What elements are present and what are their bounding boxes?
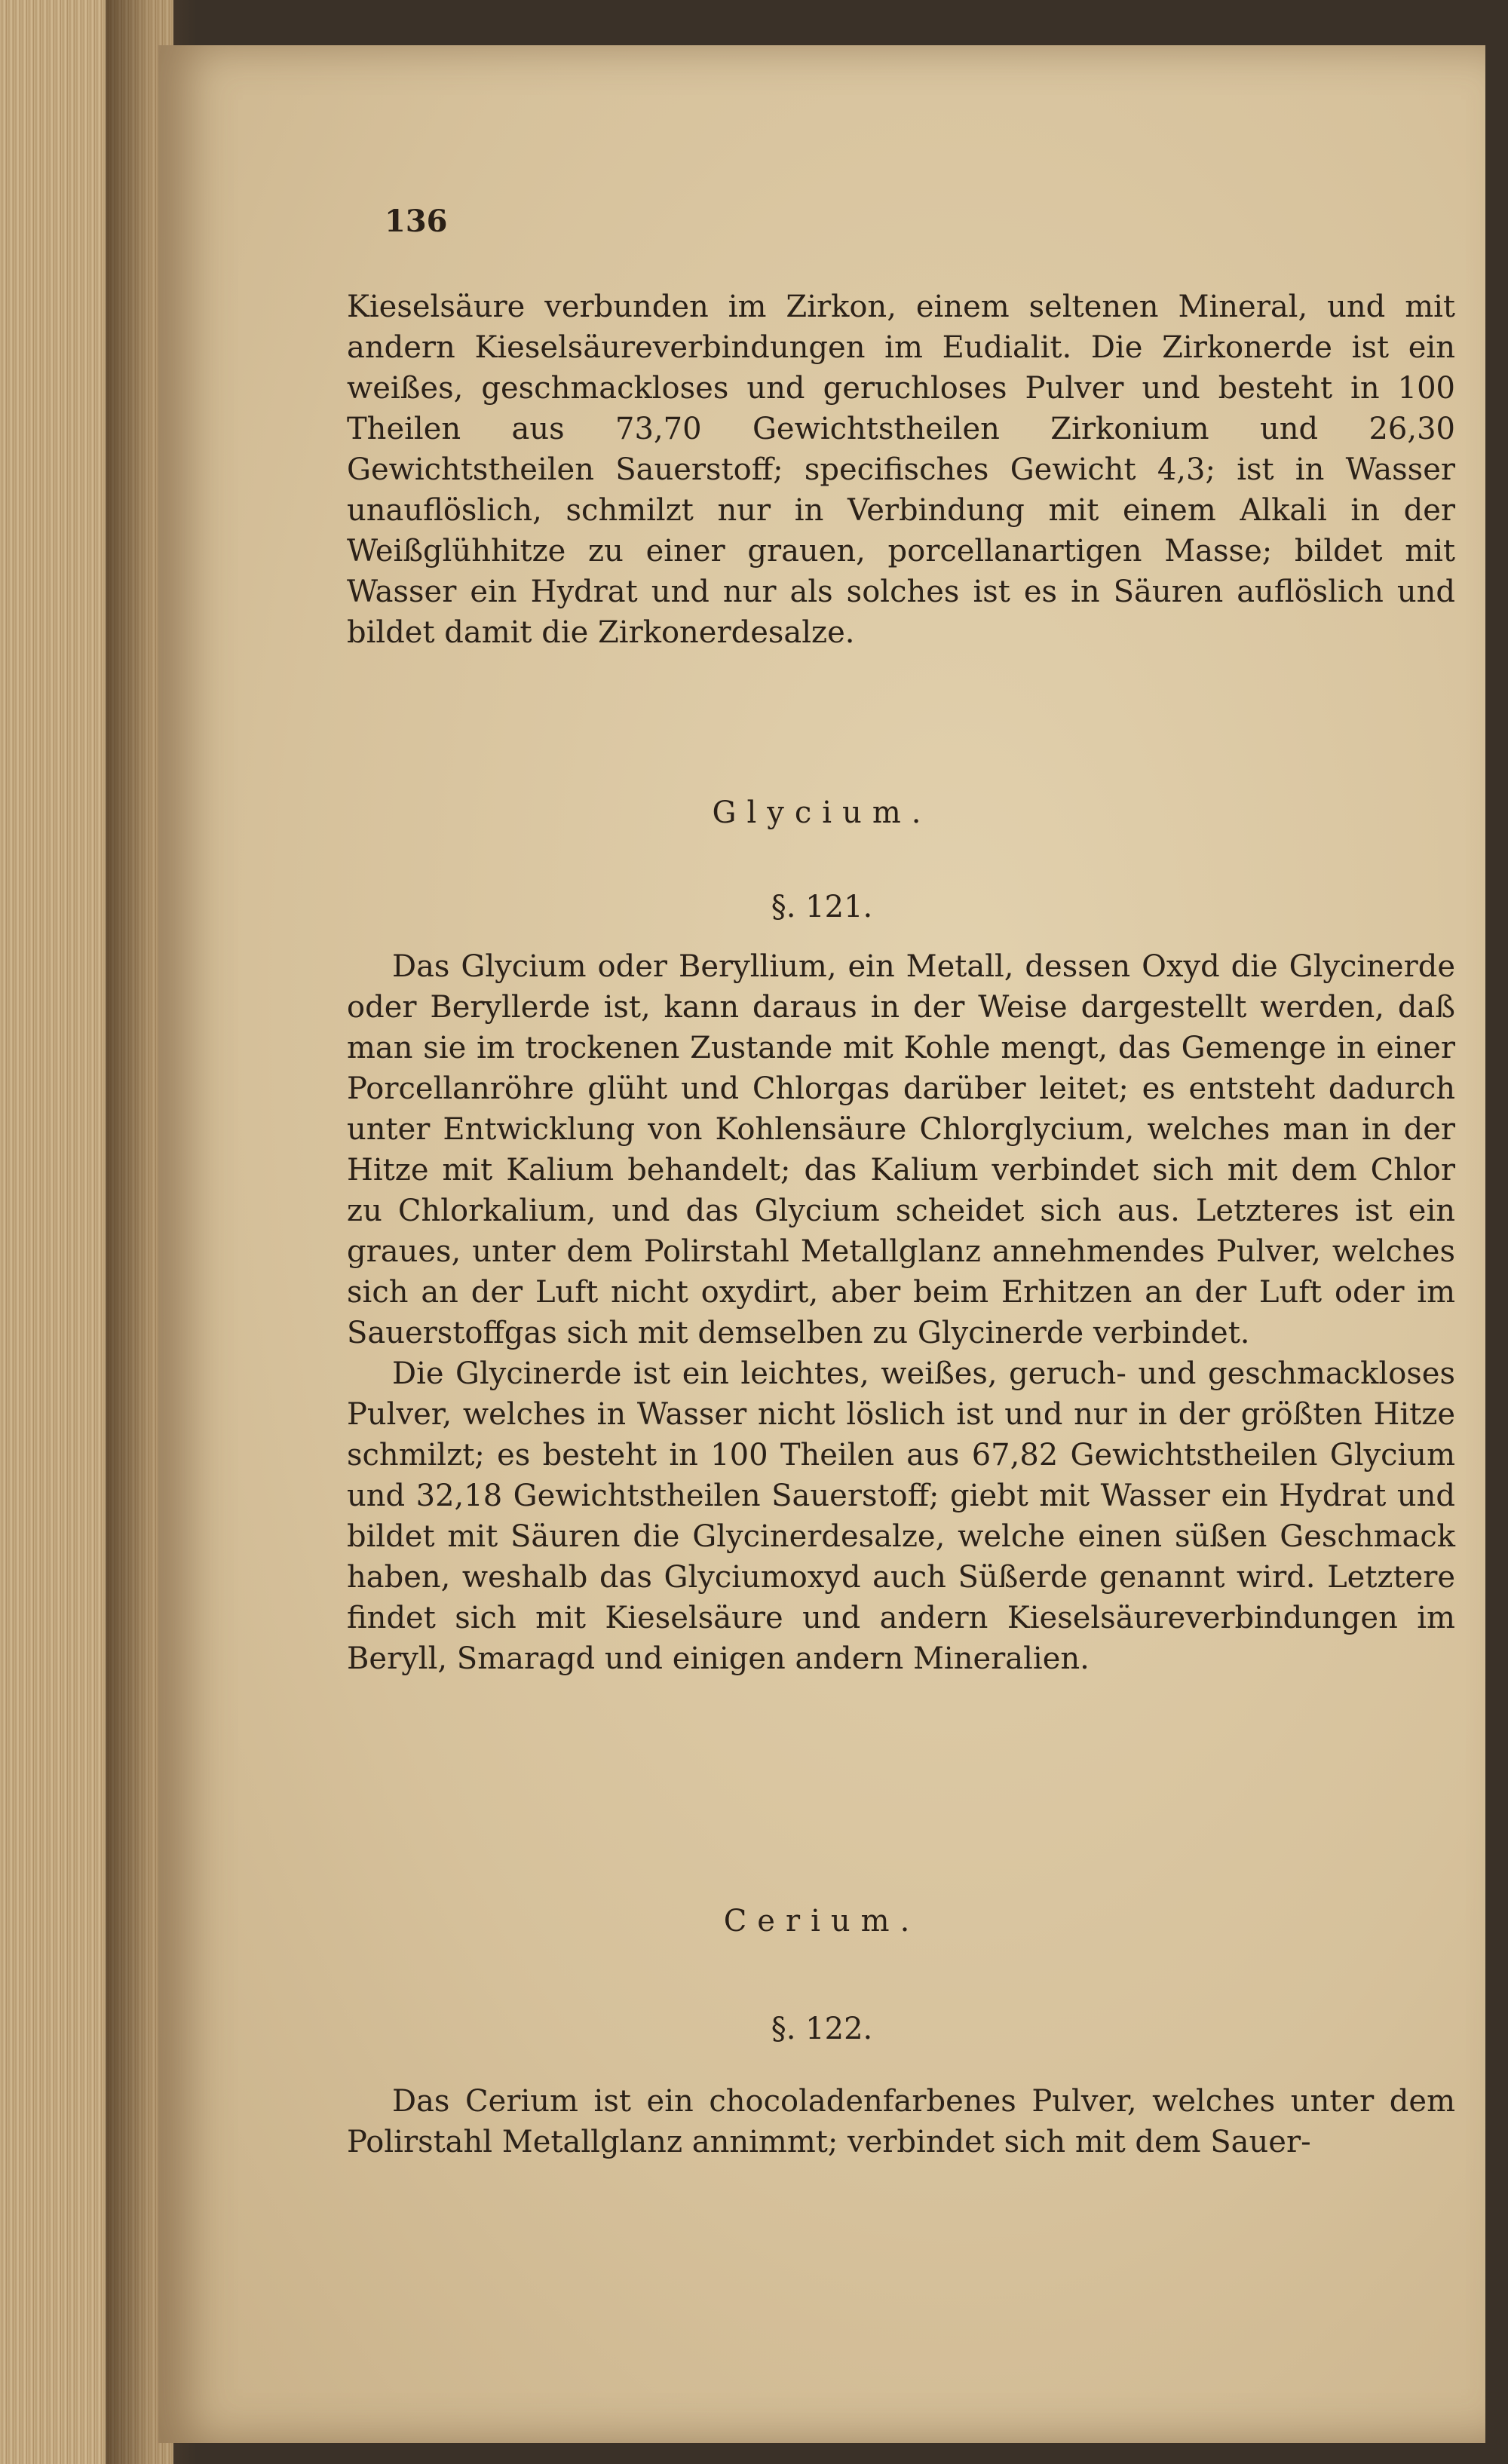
section-121: §. 121.	[771, 890, 873, 924]
glycium-block	[347, 946, 1455, 1679]
cerium-heading: Cerium.	[723, 1904, 921, 1938]
intro-paragraph-block	[347, 287, 1455, 653]
cerium-paragraph-1: Das Cerium ist ein chocoladenfarbenes Pulver, welches unter dem Polirstahl Metallglanz annimmt; verbindet sich mit dem Sauer-	[347, 2084, 1455, 2159]
cerium-block	[347, 2081, 1455, 2162]
glycium-heading: Glycium.	[712, 795, 932, 830]
intro-paragraph: Kieselsäure verbunden im Zirkon, einem seltenen Mineral, und mit andern Kieselsäureverbindungen im Eudialit. Die Zirkonerde ist ein weißes, geschmackloses und geruchloses Pulver und besteht in 100 Theilen aus 73,70 Gewichtstheilen Zirkonium und 26,30 Gewichtstheilen Sauerstoff; specifisches Gewicht 4,3; ist in Wasser unauflöslich, schmilzt nur in Verbindung mit einem Alkali in der Weißglühhitze zu einer grauen, porcellanartigen Masse; bildet mit Wasser ein Hydrat und nur als solches ist es in Säuren auflöslich und bildet damit die Zirkonerdesalze.	[347, 290, 1455, 650]
section-122: §. 122.	[771, 2012, 873, 2046]
page-number: 136	[385, 204, 448, 239]
glycium-paragraph-1: Das Glycium oder Beryllium, ein Metall, dessen Oxyd die Glycinerde oder Beryllerde ist, kann daraus in der Weise dargestellt werden, daß man sie im trockenen Zustande mit Kohle mengt, das Gemenge in einer Porcellanröhre glüht und Chlorgas darüber leitet; es entsteht dadurch unter Entwicklung von Kohlensäure Chlorglycium, welches man in der Hitze mit Kalium behandelt; das Kalium verbindet sich mit dem Chlor zu Chlorkalium, und das Glycium scheidet sich aus. Letzteres ist ein graues, unter dem Polirstahl Metallglanz annehmendes Pulver, welches sich an der Luft nicht oxydirt, aber beim Erhitzen an der Luft oder im Sauerstoffgas sich mit demselben zu Glycinerde verbindet.	[347, 949, 1455, 1350]
glycium-paragraph-2: Die Glycinerde ist ein leichtes, weißes, geruch- und geschmackloses Pulver, welches in Wasser nicht löslich ist und nur in der größten Hitze schmilzt; es besteht in 100 Theilen aus 67,82 Gewichtstheilen Glycium und 32,18 Gewichtstheilen Sauerstoff; giebt mit Wasser ein Hydrat und bildet mit Säuren die Glycinerdesalze, welche einen süßen Geschmack haben, weshalb das Glyciumoxyd auch Süßerde genannt wird. Letztere findet sich mit Kieselsäure und andern Kieselsäureverbindungen im Beryll, Smaragd und einigen andern Mineralien.	[347, 1356, 1455, 1676]
